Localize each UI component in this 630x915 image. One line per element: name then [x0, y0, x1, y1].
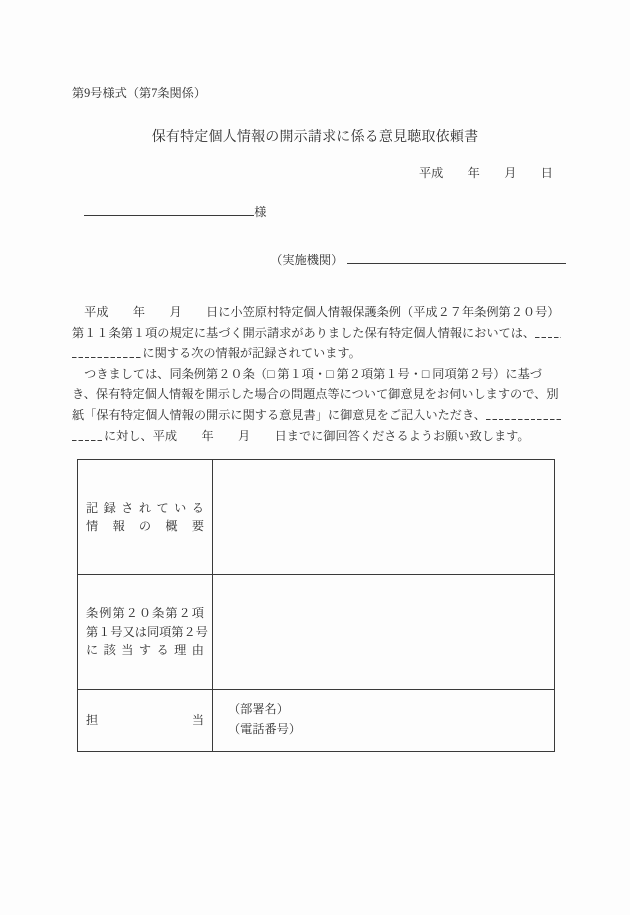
- table-row-contact: [78, 689, 554, 751]
- recipient-line: [72, 186, 266, 235]
- label-char: 号: [110, 624, 123, 639]
- label-char: に: [86, 643, 99, 658]
- body-line: [72, 364, 564, 385]
- label-char: い: [174, 500, 187, 515]
- body-text: に関する次の情報が記録されています。: [142, 346, 361, 361]
- label-char: 要: [191, 519, 204, 533]
- fill-in-blank-dashed: [72, 347, 142, 358]
- info-table: [77, 459, 555, 752]
- recipient-name-blank: [84, 201, 254, 216]
- label-recorded-info-summary: [78, 460, 213, 574]
- value-recorded-info-summary: [213, 460, 554, 574]
- body-line: [72, 426, 564, 447]
- label-char: 録: [103, 500, 116, 515]
- value-contact: [213, 690, 554, 751]
- label-char: 項: [191, 606, 204, 621]
- body-text: 第１１条第１項の規定に基づく開示請求がありました保有特定個人情報においては、: [72, 325, 536, 340]
- agency-label: （実施機関）: [270, 253, 344, 267]
- label-char: 当: [121, 643, 134, 658]
- label-char: 報: [112, 519, 125, 533]
- label-line: [86, 711, 204, 730]
- label-char: ０: [138, 606, 152, 621]
- label-applicable-reason: [78, 575, 213, 689]
- table-row-applicable-reason: [78, 574, 554, 689]
- phone-number-label: （電話番号）: [228, 722, 302, 736]
- label-char: る: [191, 500, 204, 515]
- label-char: 条: [86, 606, 99, 621]
- label-char: 担: [86, 713, 99, 728]
- body-line: [72, 323, 564, 344]
- label-char: て: [156, 500, 169, 515]
- label-char: 情: [86, 519, 99, 533]
- label-line: [86, 517, 204, 536]
- table-row-recorded-info: [78, 460, 554, 574]
- label-line: [86, 499, 204, 518]
- agency-line: [258, 234, 566, 283]
- label-char: 理: [174, 643, 187, 658]
- value-applicable-reason: [213, 575, 554, 689]
- label-char: 第: [165, 606, 178, 621]
- label-char: 項: [159, 624, 172, 639]
- body-text: 平成 年 月 日に小笠原村特定個人情報保護条例（平成２７年条例第２０号）: [72, 305, 560, 319]
- agency-name-blank: [347, 249, 566, 264]
- body-line: [72, 384, 564, 405]
- label-char: れ: [138, 500, 152, 515]
- label-char: 記: [86, 500, 99, 515]
- label-char: 号: [195, 624, 208, 639]
- label-char: 第: [112, 606, 125, 621]
- label-char: ２: [178, 606, 191, 621]
- label-char: 同: [146, 624, 160, 639]
- issue-date-line: 平成 年 月 日: [418, 166, 553, 180]
- page-title: 保有特定個人情報の開示請求に係る意見聴取依頼書: [151, 130, 479, 145]
- body-text: 紙「保有特定個人情報の開示に関する意見書」に御意見をご記入いただき、: [72, 407, 486, 422]
- body-text: き、保有特定個人情報を開示した場合の問題点等について御意見をお伺いしますので、別: [72, 387, 559, 402]
- label-char: 又: [122, 624, 135, 639]
- label-char: 当: [191, 713, 204, 728]
- label-char: は: [134, 624, 147, 639]
- label-char: ２: [125, 606, 138, 621]
- label-char: １: [98, 624, 111, 639]
- dept-name-label: （部署名）: [228, 702, 289, 716]
- label-line: [86, 604, 204, 623]
- body-text: に対し、平成 年 月 日までに御回答くださるようお願い致します。: [104, 428, 530, 443]
- label-char: 条: [152, 606, 165, 621]
- label-line: [86, 641, 204, 660]
- body-text: つきましては、同条例第２０条（□ 第１項・□ 第２項第１号・□ 同項第２号）に基づ: [72, 366, 542, 381]
- label-line: [86, 623, 208, 642]
- fill-in-blank-dashed: [72, 430, 104, 441]
- label-char: 該: [103, 643, 116, 658]
- body-line: [72, 405, 564, 426]
- label-char: の: [138, 519, 152, 533]
- body-line: [72, 302, 564, 323]
- label-char: 第: [86, 624, 99, 639]
- body-paragraph: [72, 302, 564, 446]
- label-char: す: [138, 643, 152, 658]
- label-char: ２: [183, 624, 196, 639]
- label-contact: [78, 690, 213, 751]
- form-number: 第9号様式（第7条関係）: [72, 86, 207, 100]
- label-char: る: [156, 643, 169, 658]
- fill-in-blank-dashed: [486, 409, 563, 420]
- label-char: 概: [165, 519, 178, 533]
- label-char: さ: [121, 500, 134, 515]
- body-line: [72, 343, 564, 364]
- label-char: 由: [191, 643, 204, 658]
- label-char: 例: [99, 606, 112, 621]
- label-char: 第: [171, 624, 184, 639]
- recipient-suffix: 様: [254, 205, 267, 219]
- fill-in-blank-dashed: [535, 327, 561, 338]
